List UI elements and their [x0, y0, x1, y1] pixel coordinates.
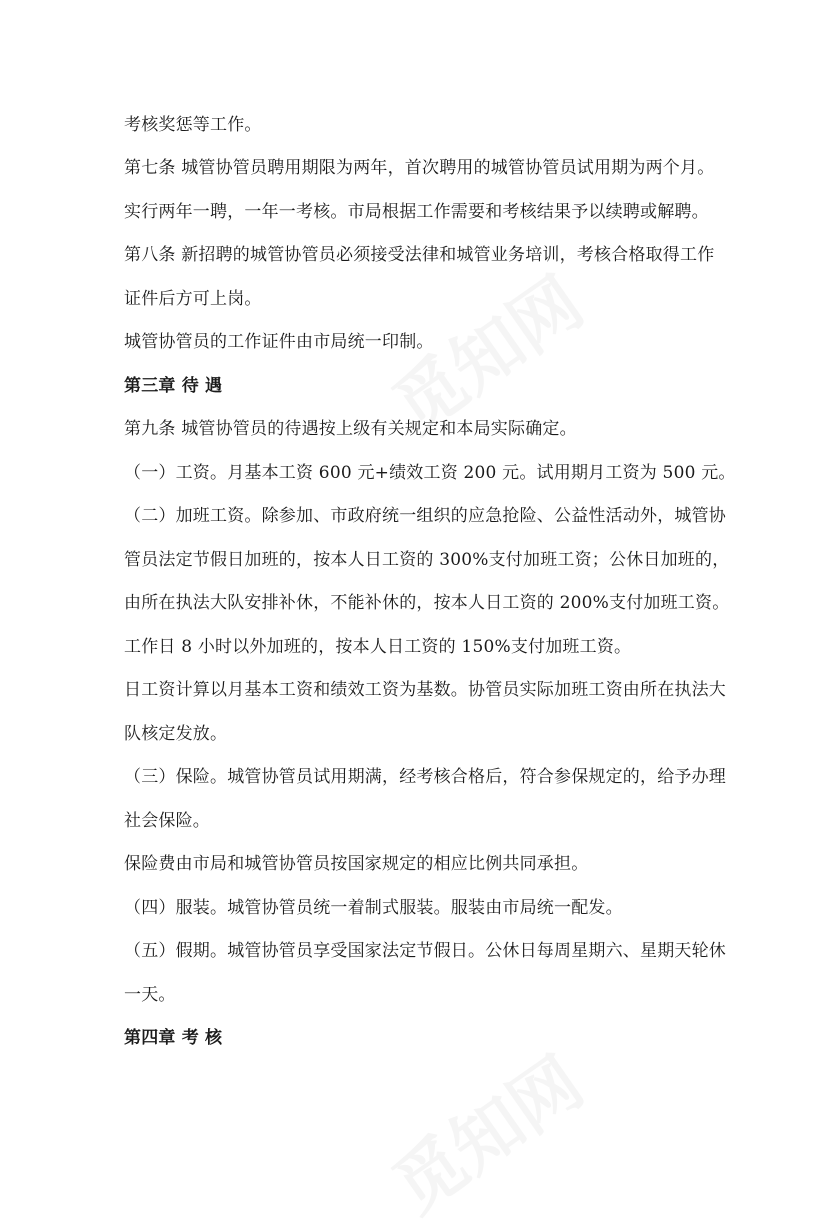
text-line: 社会保险。: [124, 811, 210, 831]
text-line: 证件后方可上岗。: [124, 289, 262, 309]
chapter-heading: 第四章 考 核: [124, 1028, 223, 1048]
text-line: （五）假期。城管协管员享受国家法定节假日。公休日每周星期六、星期天轮休: [124, 941, 726, 961]
text-line: 管员法定节假日加班的，按本人日工资的 300%支付加班工资；公休日加班的，: [124, 550, 730, 570]
text-line: 第八条 新招聘的城管协管员必须接受法律和城管业务培训，考核合格取得工作: [124, 245, 715, 265]
text-line: 第九条 城管协管员的待遇按上级有关规定和本局实际确定。: [124, 419, 577, 439]
watermark: [370, 1029, 600, 1232]
text-line: 实行两年一聘，一年一考核。市局根据工作需要和考核结果予以续聘或解聘。: [124, 202, 709, 222]
text-line: 一天。: [124, 985, 176, 1005]
chapter-heading: 第三章 待 遇: [124, 376, 223, 396]
text-line: 保险费由市局和城管协管员按国家规定的相应比例共同承担。: [124, 854, 589, 874]
text-line: （一）工资。月基本工资 600 元+绩效工资 200 元。试用期月工资为 500 元。: [124, 463, 736, 483]
text-line: 工作日 8 小时以外加班的，按本人日工资的 150%支付加班工资。: [124, 637, 632, 657]
text-line: 考核奖惩等工作。: [124, 115, 262, 135]
text-line: 由所在执法大队安排补休，不能补休的，按本人日工资的 200%支付加班工资。: [124, 593, 730, 613]
text-line: （三）保险。城管协管员试用期满，经考核合格后，符合参保规定的，给予办理: [124, 767, 726, 787]
text-line: 城管协管员的工作证件由市局统一印制。: [124, 332, 434, 352]
text-line: 第七条 城管协管员聘用期限为两年，首次聘用的城管协管员试用期为两个月。: [124, 158, 715, 178]
text-line: 队核定发放。: [124, 724, 228, 744]
text-line: 日工资计算以月基本工资和绩效工资为基数。协管员实际加班工资由所在执法大: [124, 680, 726, 700]
text-line: （四）服装。城管协管员统一着制式服装。服装由市局统一配发。: [124, 898, 623, 918]
text-line: （二）加班工资。除参加、市政府统一组织的应急抢险、公益性活动外，城管协: [124, 506, 726, 526]
